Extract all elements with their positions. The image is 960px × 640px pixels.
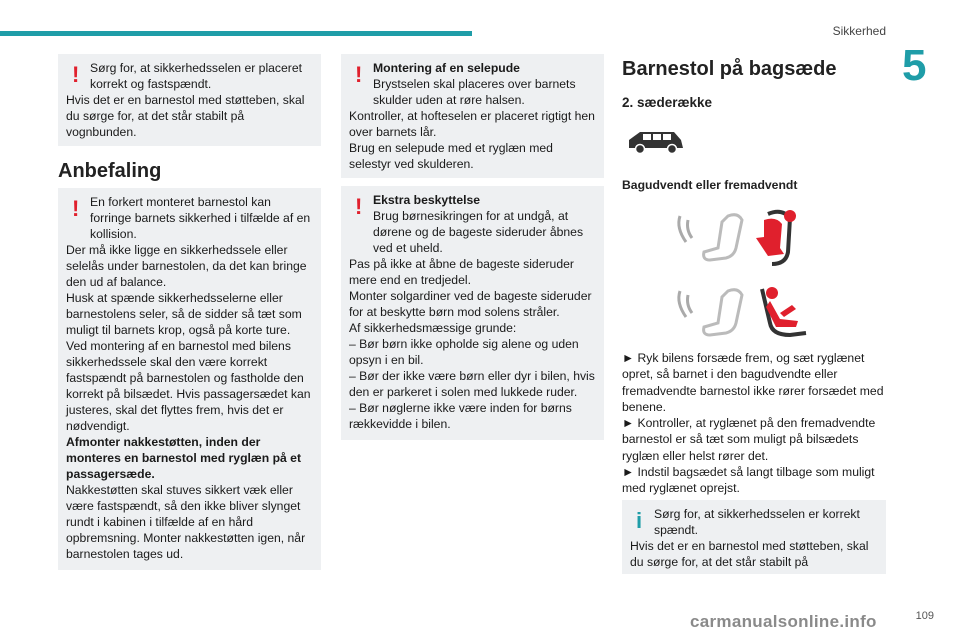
warning-icon: ! (355, 62, 363, 87)
instruction-step: ► Ryk bilens forsæde frem, og sæt ryglænet opret, så barnet i den bagudvendte eller fremadvendte barnestol ikke rører forsædet med benene. (622, 351, 884, 414)
warning-text: – Bør der ikke være børn eller dyr i bilen, hvis den er parkeret i solen med lukkede ruder. (349, 369, 595, 399)
warning-text: Der må ikke ligge en sikkerhedssele eller selelås under barnestolen, da det kan bringe den ud af balance. (66, 243, 307, 289)
warning-text: – Bør børn ikke opholde sig alene og uden opsyn i en bil. (349, 337, 579, 367)
info-icon: i (636, 508, 643, 533)
header-accent-bar (0, 31, 472, 36)
subheading-direction: Bagudvendt eller fremadvendt (622, 178, 798, 192)
watermark: carmanualsonline.info (690, 612, 877, 631)
warning-box-recommendation (58, 188, 321, 570)
warning-text: Brug en selepude med et ryglæn med selestyr ved skulderen. (349, 141, 553, 171)
warning-first-line: Sørg for, at sikkerhedsselen er placeret korrekt og fastspændt. (90, 61, 303, 91)
warning-text: Monter solgardiner ved de bageste sideruder for at beskytte børn mod solens stråler. (349, 289, 592, 319)
subtitle-second-row: 2. sæderække (622, 95, 713, 110)
warning-icon: ! (72, 196, 80, 221)
rear-facing-seat-diagram (672, 208, 812, 272)
chapter-number: 5 (902, 41, 927, 90)
warning-icon: ! (355, 194, 363, 219)
info-box-seatbelt (622, 500, 886, 574)
warning-first-line: Brystselen skal placeres over barnets skulder uden at røre halsen. (373, 77, 576, 107)
warning-bold-text: Afmonter nakkestøtten, inden der monteres en barnestol med ryglæn på et passagersæde. (66, 435, 302, 481)
warning-box-extra-protection (341, 186, 604, 440)
heading-anbefaling: Anbefaling (58, 160, 162, 182)
warning-text: – Bør nøglerne ikke være inden for børns rækkevidde i bilen. (349, 401, 572, 431)
section-title: Sikkerhed (832, 24, 886, 38)
car-icon (626, 126, 686, 156)
warning-text: Pas på ikke at åbne de bageste sideruder mere end en tredjedel. (349, 257, 574, 287)
warning-first-line: Brug børnesikringen for at undgå, at dørene og de bageste sideruder åbnes ved et uheld. (373, 209, 584, 255)
warning-box-seatbelt (58, 54, 321, 146)
warning-title: Ekstra beskyttelse (373, 193, 481, 207)
warning-text: Ved montering af en barnestol med bilens sikkerhedssele skal den være korrekt fastspændt på barnestolen og fastholde den korrekt på bilsædet. Hvis passagersædet kan justeres, skal det flyttes frem, hvis det er nødvendigt. (66, 339, 311, 433)
warning-text: Hvis det er en barnestol med støtteben, skal du sørge for, at det står stabilt på vognbunden. (66, 93, 305, 139)
warning-box-selepude (341, 54, 604, 178)
instruction-step: ► Kontroller, at ryglænet på den fremadvendte barnestol er så tæt som muligt på bilsædets ryglæn eller helst rører det. (622, 416, 876, 463)
page-title: Barnestol på bagsæde (622, 58, 837, 80)
instruction-step: ► Indstil bagsædet så langt tilbage som muligt med ryglænet oprejst. (622, 465, 875, 496)
page-number: 109 (915, 610, 934, 622)
warning-text: Kontroller, at hofteselen er placeret rigtigt hen over barnets lår. (349, 109, 595, 139)
forward-facing-seat-diagram (672, 283, 812, 347)
warning-text: Nakkestøtten skal stuves sikkert væk eller være fastspændt, så den ikke bliver slynget rundt i kabinen i tilfælde af en hård opbremsning. Monter nakkestøtten igen, når barnestolen tages ud. (66, 483, 306, 561)
warning-first-line: En forkert monteret barnestol kan forringe barnets sikkerhed i tilfælde af en kollision. (90, 195, 311, 241)
warning-text: Af sikkerhedsmæssige grunde: (349, 321, 517, 335)
warning-text: Husk at spænde sikkerhedsselerne eller barnestolens seler, så de sidder så tæt som muligt til barnets krop, også på korte ture. (66, 291, 302, 337)
warning-icon: ! (72, 62, 80, 87)
info-first-line: Sørg for, at sikkerhedsselen er korrekt spændt. (654, 507, 860, 537)
instruction-steps (622, 350, 892, 497)
info-text: Hvis det er en barnestol med støtteben, skal du sørge for, at det står stabilt på (630, 539, 869, 569)
warning-title: Montering af en selepude (373, 61, 520, 75)
